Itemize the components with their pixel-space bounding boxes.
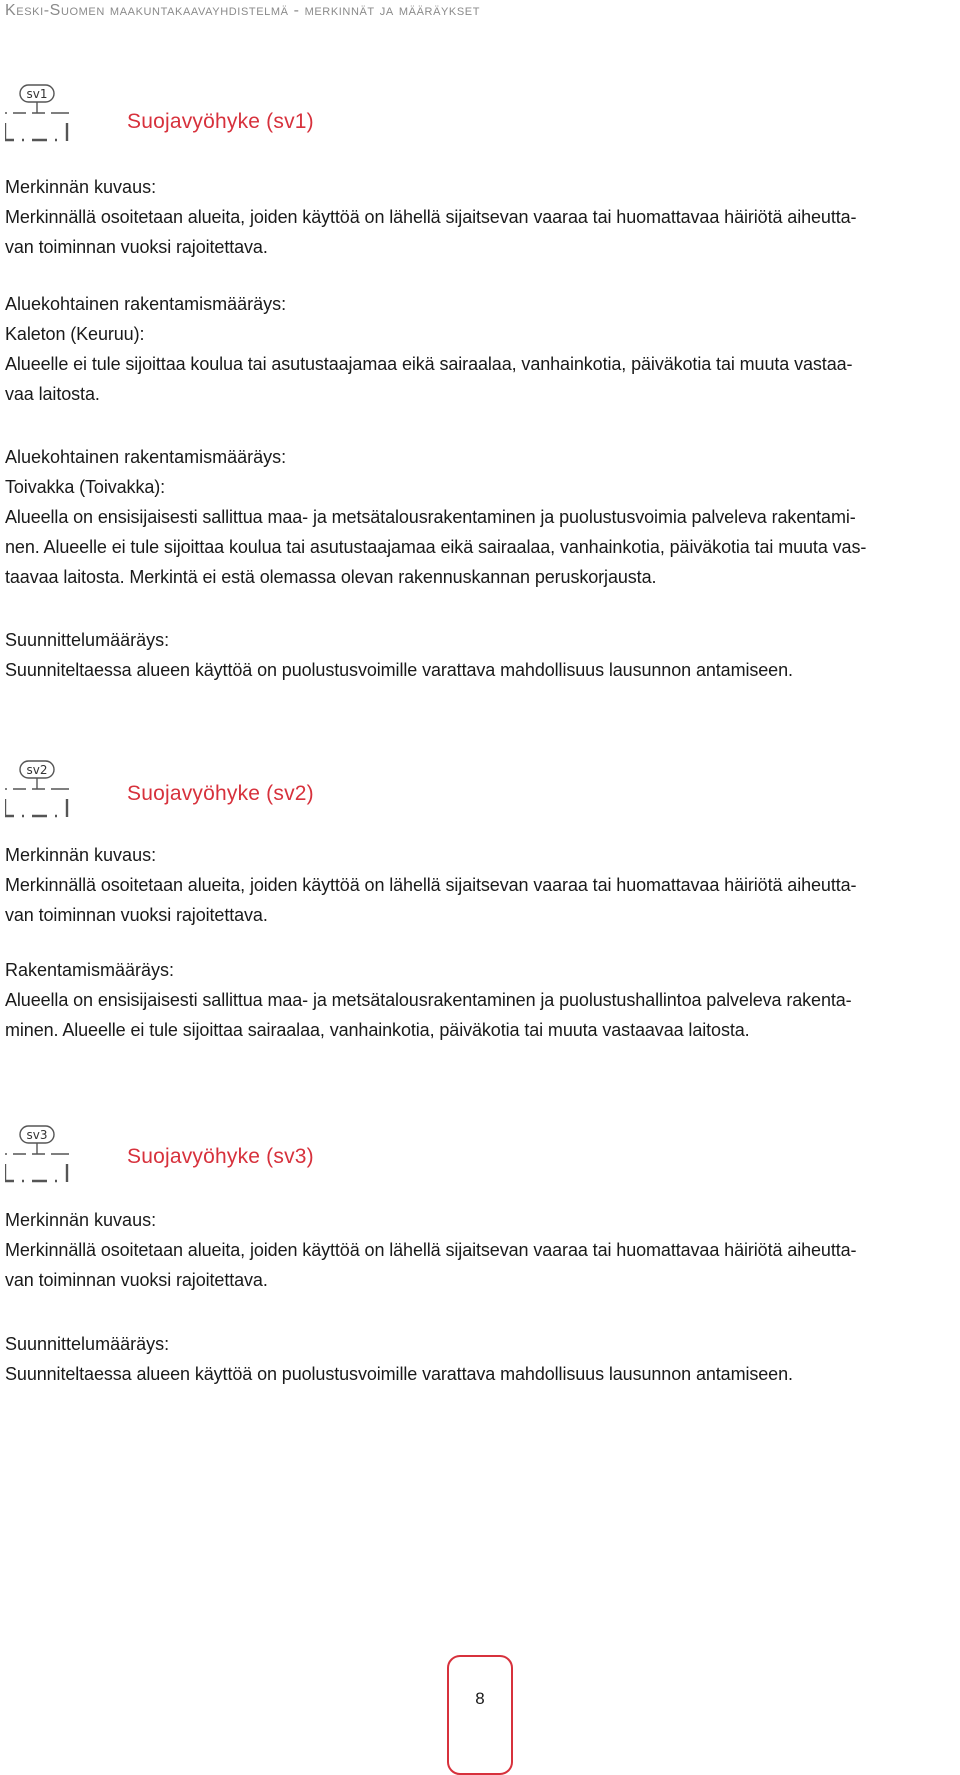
text-line: nen. Alueelle ei tule sijoittaa koulua tai asutustaajamaa eikä sairaalaa, vanhainkotia, päiväkotia tai muuta vas- (5, 537, 867, 557)
text-line: taavaa laitosta. Merkintä ei estä olemassa olevan rakennuskannan peruskorjausta. (5, 567, 657, 587)
text-line: Merkinnällä osoitetaan alueita, joiden käyttöä on lähellä sijaitsevan vaaraa tai huomattavaa häiriötä aiheutta- (5, 207, 857, 227)
section-title: Suojavyöhyke (sv3) (127, 1145, 314, 1168)
zone-symbol-icon (5, 1125, 69, 1183)
regulation-block (5, 442, 955, 592)
text-line: Kaleton (Keuruu): (5, 324, 145, 344)
text-line: Merkinnällä osoitetaan alueita, joiden käyttöä on lähellä sijaitsevan vaaraa tai huomattavaa häiriötä aiheutta- (5, 1240, 857, 1260)
regulation-block (5, 955, 955, 1045)
description-block (5, 840, 955, 930)
text-line: van toiminnan vuoksi rajoitettava. (5, 237, 268, 257)
planning-block (5, 625, 955, 685)
text-line: Suunniteltaessa alueen käyttöä on puolustusvoimille varattava mahdollisuus lausunnon antamiseen. (5, 660, 793, 680)
section-title: Suojavyöhyke (sv2) (127, 782, 314, 805)
text-line: Suunniteltaessa alueen käyttöä on puolustusvoimille varattava mahdollisuus lausunnon antamiseen. (5, 1364, 793, 1384)
text-line: minen. Alueelle ei tule sijoittaa sairaalaa, vanhainkotia, päiväkotia tai muuta vastaavaa laitosta. (5, 1020, 750, 1040)
block-label: Merkinnän kuvaus: (5, 1210, 157, 1230)
document-header: Keski-Suomen maakuntakaavayhdistelmä - merkinnät ja määräykset (5, 2, 481, 19)
symbol-code-label: sv2 (26, 763, 48, 777)
text-line: van toiminnan vuoksi rajoitettava. (5, 905, 268, 925)
symbol-code-label: sv1 (26, 87, 48, 101)
block-label: Aluekohtainen rakentamismääräys: (5, 294, 287, 314)
page-number-tab (447, 1655, 513, 1775)
text-line: Alueelle ei tule sijoittaa koulua tai asutustaajamaa eikä sairaalaa, vanhainkotia, päiväkotia tai muuta vastaa- (5, 354, 853, 374)
block-label: Merkinnän kuvaus: (5, 845, 157, 865)
block-label: Suunnittelumääräys: (5, 630, 170, 650)
text-line: Merkinnällä osoitetaan alueita, joiden käyttöä on lähellä sijaitsevan vaaraa tai huomattavaa häiriötä aiheutta- (5, 875, 857, 895)
section-sv1 (5, 84, 960, 704)
planning-block (5, 1329, 955, 1389)
zone-symbol-icon (5, 760, 69, 818)
text-line: vaa laitosta. (5, 384, 100, 404)
text-line: van toiminnan vuoksi rajoitettava. (5, 1270, 268, 1290)
text-line: Alueella on ensisijaisesti sallittua maa- ja metsätalousrakentaminen ja puolustusvoimia palveleva rakentami- (5, 507, 856, 527)
page-number: 8 (475, 1689, 485, 1708)
section-sv2 (5, 760, 960, 1060)
description-block (5, 172, 955, 262)
text-line: Alueella on ensisijaisesti sallittua maa- ja metsätalousrakentaminen ja puolustushallintoa palveleva rakenta- (5, 990, 852, 1010)
symbol-code-label: sv3 (26, 1128, 48, 1142)
block-label: Aluekohtainen rakentamismääräys: (5, 447, 287, 467)
text-line: Toivakka (Toivakka): (5, 477, 166, 497)
regulation-block (5, 289, 955, 409)
zone-symbol-icon (5, 84, 69, 142)
block-label: Rakentamismääräys: (5, 960, 175, 980)
description-block (5, 1205, 955, 1295)
block-label: Suunnittelumääräys: (5, 1334, 170, 1354)
section-sv3 (5, 1125, 960, 1395)
block-label: Merkinnän kuvaus: (5, 177, 157, 197)
section-title: Suojavyöhyke (sv1) (127, 110, 314, 133)
